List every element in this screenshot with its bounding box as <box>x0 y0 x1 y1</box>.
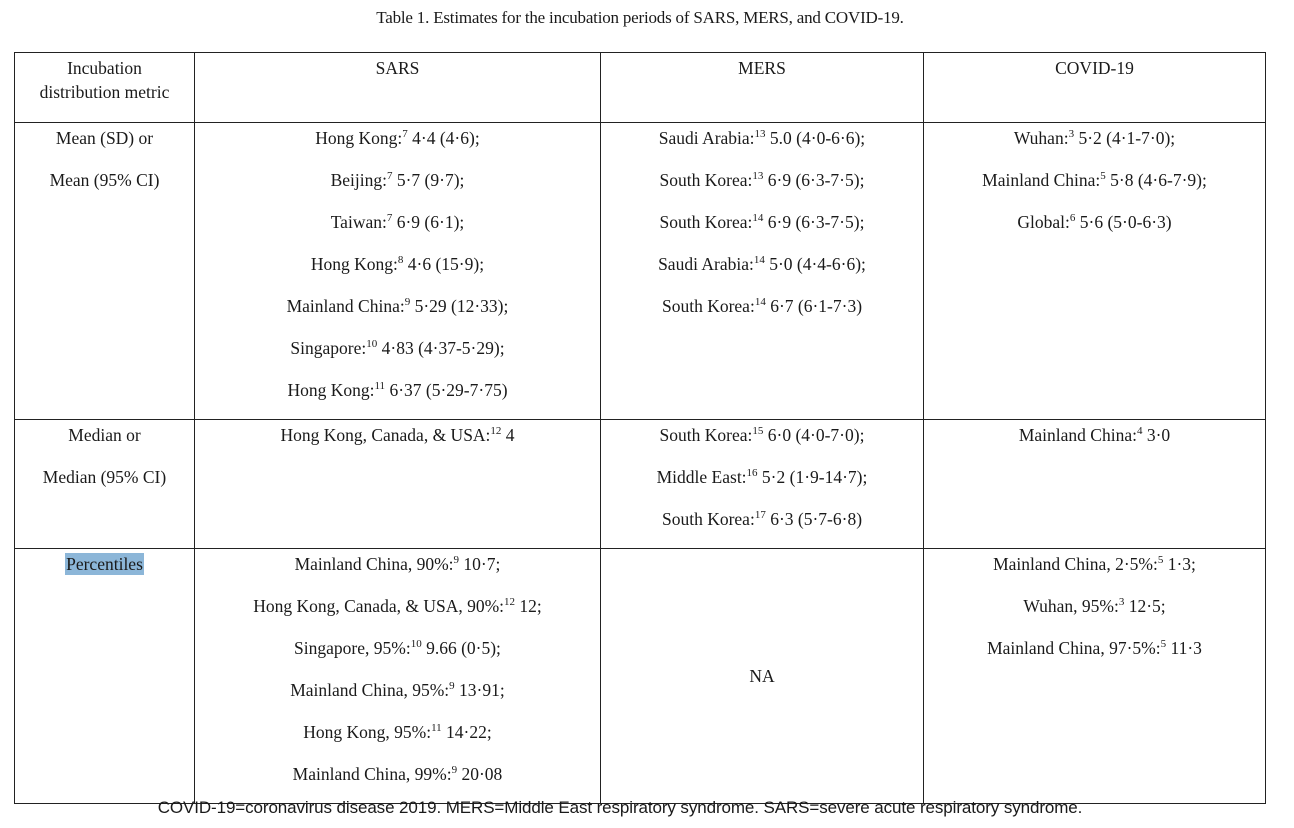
estimate-line <box>601 293 923 335</box>
estimate-line <box>195 335 600 377</box>
estimate-location: Mainland China, 90%: <box>294 554 454 574</box>
reference-number: 9 <box>451 764 458 777</box>
estimate-value: 4·83 (4·37-5·29); <box>377 338 505 358</box>
reference-number: 10 <box>366 338 378 351</box>
estimate-value: 14·22; <box>441 722 492 742</box>
estimate-line <box>601 422 923 464</box>
estimate-value: 3·0 <box>1142 425 1171 445</box>
mers-cell <box>601 420 924 549</box>
reference-number: 7 <box>386 212 393 225</box>
header-row <box>15 53 1266 123</box>
table-row-median <box>15 420 1266 549</box>
estimate-value: 6·7 (6·1-7·3) <box>765 296 863 316</box>
estimate-value: 12; <box>515 596 542 616</box>
estimate-location: Hong Kong, 95%: <box>303 722 432 742</box>
estimate-location: Hong Kong: <box>315 128 403 148</box>
sars-cell <box>195 549 601 804</box>
reference-number: 16 <box>746 467 758 480</box>
mers-cell <box>601 549 924 804</box>
selected-text-highlight[interactable]: Percentiles <box>66 554 143 574</box>
mers-lines <box>601 123 923 335</box>
estimate-line <box>924 125 1265 167</box>
reference-number: 5 <box>1160 638 1167 651</box>
estimate-location: South Korea: <box>659 212 753 232</box>
covid-cell <box>924 123 1266 420</box>
covid-cell <box>924 420 1266 549</box>
estimate-line <box>601 209 923 251</box>
reference-number: 4 <box>1136 425 1143 438</box>
estimate-location: South Korea: <box>661 509 755 529</box>
estimate-value: 6·37 (5·29-7·75) <box>385 380 508 400</box>
metric-cell <box>15 549 195 804</box>
reference-number: 17 <box>754 509 766 522</box>
reference-number: 6 <box>1069 212 1076 225</box>
estimate-location: Hong Kong, Canada, & USA, 90%: <box>253 596 505 616</box>
table-caption: Table 1. Estimates for the incubation periods of SARS, MERS, and COVID-19. <box>376 8 904 27</box>
header-covid <box>924 53 1266 123</box>
reference-number: 14 <box>753 254 765 267</box>
estimate-location: South Korea: <box>659 170 753 190</box>
reference-number: 7 <box>402 128 408 141</box>
estimate-location: South Korea: <box>659 425 753 445</box>
reference-number: 12 <box>504 596 516 609</box>
estimate-location: Mainland China, 99%: <box>292 764 452 784</box>
header-sars <box>195 53 601 123</box>
estimate-location: Saudi Arabia: <box>658 128 755 148</box>
header-covid-label: COVID-19 <box>1055 58 1134 78</box>
estimate-value: 11·3 <box>1166 638 1202 658</box>
estimate-value: 5·29 (12·33); <box>410 296 509 316</box>
estimate-line <box>601 464 923 506</box>
estimate-value: 1·3; <box>1163 554 1196 574</box>
estimate-location: Hong Kong, Canada, & USA: <box>280 425 491 445</box>
estimate-location: Hong Kong: <box>310 254 398 274</box>
na-value: NA <box>749 665 775 686</box>
estimate-line <box>195 635 600 677</box>
reference-number: 8 <box>397 254 404 267</box>
estimate-value: 13·91; <box>454 680 505 700</box>
estimate-location: Wuhan: <box>1013 128 1069 148</box>
estimate-location: Beijing: <box>330 170 387 190</box>
estimate-value: 4 <box>501 425 515 445</box>
estimate-location: Taiwan: <box>330 212 387 232</box>
metric-lines <box>15 549 194 593</box>
header-mers-label: MERS <box>738 58 786 78</box>
estimate-line <box>195 761 600 803</box>
estimate-line <box>195 551 600 593</box>
reference-number: 9 <box>449 680 455 693</box>
reference-number: 5 <box>1100 170 1106 183</box>
sars-lines <box>195 420 600 464</box>
estimate-value: 5·7 (9·7); <box>392 170 465 190</box>
reference-number: 9 <box>453 554 460 567</box>
estimate-location: Mainland China, 2·5%: <box>993 554 1158 574</box>
estimate-value: 5.0 (4·0-6·6); <box>765 128 866 148</box>
reference-number: 11 <box>374 380 386 393</box>
estimate-location: South Korea: <box>661 296 755 316</box>
reference-number: 3 <box>1118 596 1125 609</box>
covid-lines <box>924 420 1265 464</box>
estimate-location: Saudi Arabia: <box>658 254 754 274</box>
estimate-line <box>195 125 600 167</box>
estimate-line <box>195 251 600 293</box>
metric-lines <box>15 420 194 506</box>
incubation-table <box>14 52 1266 804</box>
reference-number: 14 <box>754 296 766 309</box>
estimate-value: 6·9 (6·3-7·5); <box>763 170 865 190</box>
estimate-value: 4·6 (15·9); <box>403 254 485 274</box>
estimate-line <box>195 422 600 464</box>
metric-line: Mean (SD) or <box>55 128 154 148</box>
estimate-line <box>195 593 600 635</box>
estimate-value: 5·6 (5·0-6·3) <box>1075 212 1172 232</box>
reference-number: 3 <box>1068 128 1075 141</box>
estimate-value: 5·2 (4·1-7·0); <box>1074 128 1176 148</box>
header-metric-line: Incubation <box>67 58 142 78</box>
estimate-line <box>195 209 600 251</box>
estimate-line <box>195 719 600 761</box>
estimate-line <box>924 167 1265 209</box>
metric-line: Median (95% CI) <box>42 467 167 487</box>
sars-cell <box>195 420 601 549</box>
header-sars-label: SARS <box>375 58 420 78</box>
estimate-value: 9.66 (0·5); <box>421 638 501 658</box>
estimate-value: 20·08 <box>457 764 503 784</box>
estimate-location: Hong Kong: <box>287 380 375 400</box>
reference-number: 13 <box>754 128 766 141</box>
estimate-line <box>924 422 1265 464</box>
reference-number: 13 <box>752 170 764 183</box>
estimate-location: Wuhan, 95%: <box>1023 596 1119 616</box>
estimate-line <box>195 677 600 719</box>
covid-lines <box>924 123 1265 251</box>
estimate-line <box>195 167 600 209</box>
header-mers <box>601 53 924 123</box>
metric-lines <box>15 123 194 209</box>
metric-line: Mean (95% CI) <box>49 170 160 190</box>
reference-number: 15 <box>752 425 764 438</box>
reference-number: 12 <box>490 425 502 438</box>
reference-number: 9 <box>404 296 411 309</box>
metric-cell <box>15 420 195 549</box>
sars-lines <box>195 549 600 803</box>
estimate-line <box>924 209 1265 251</box>
metric-line: Median or <box>68 425 141 445</box>
estimate-value: 5·0 (4·4-6·6); <box>764 254 866 274</box>
estimate-value: 6·0 (4·0-7·0); <box>763 425 865 445</box>
estimate-value: 6·9 (6·3-7·5); <box>763 212 865 232</box>
estimate-location: Singapore, 95%: <box>294 638 411 658</box>
estimate-line <box>195 377 600 419</box>
mers-cell <box>601 123 924 420</box>
mers-lines <box>601 420 923 548</box>
sars-cell <box>195 123 601 420</box>
estimate-value: 4·4 (4·6); <box>407 128 480 148</box>
estimate-location: Mainland China: <box>286 296 405 316</box>
estimate-location: Mainland China, 97·5%: <box>987 638 1161 658</box>
reference-number: 5 <box>1157 554 1164 567</box>
estimate-location: Singapore: <box>290 338 367 358</box>
table-row-mean <box>15 123 1266 420</box>
reference-number: 14 <box>752 212 764 225</box>
covid-lines <box>924 549 1265 677</box>
header-metric-line: distribution metric <box>39 82 170 102</box>
covid-cell <box>924 549 1266 804</box>
estimate-line <box>601 125 923 167</box>
estimate-value: 6·3 (5·7-6·8) <box>765 509 863 529</box>
estimate-line <box>601 506 923 548</box>
estimate-location: Mainland China: <box>1018 425 1137 445</box>
reference-number: 11 <box>431 722 442 735</box>
estimate-value: 5·2 (1·9-14·7); <box>757 467 868 487</box>
reference-number: 7 <box>386 170 393 183</box>
estimate-location: Middle East: <box>656 467 747 487</box>
sars-lines <box>195 123 600 419</box>
table-footnote: COVID-19=coronavirus disease 2019. MERS=Middle East respiratory syndrome. SARS=severe acute respiratory syndrome. <box>157 798 1083 817</box>
estimate-location: Global: <box>1017 212 1070 232</box>
estimate-value: 12·5; <box>1124 596 1166 616</box>
header-metric <box>15 53 195 123</box>
estimate-value: 5·8 (4·6-7·9); <box>1105 170 1207 190</box>
estimate-line <box>195 293 600 335</box>
metric-line <box>15 551 194 593</box>
estimate-location: Mainland China, 95%: <box>290 680 450 700</box>
estimate-line <box>924 551 1265 593</box>
estimate-line <box>601 167 923 209</box>
estimate-line <box>924 635 1265 677</box>
estimate-value: 6·9 (6·1); <box>392 212 465 232</box>
estimate-line <box>924 593 1265 635</box>
estimate-location: Mainland China: <box>982 170 1101 190</box>
metric-cell <box>15 123 195 420</box>
estimate-value: 10·7; <box>459 554 501 574</box>
estimate-line <box>601 251 923 293</box>
reference-number: 10 <box>410 638 422 651</box>
table-row-percentiles <box>15 549 1266 804</box>
